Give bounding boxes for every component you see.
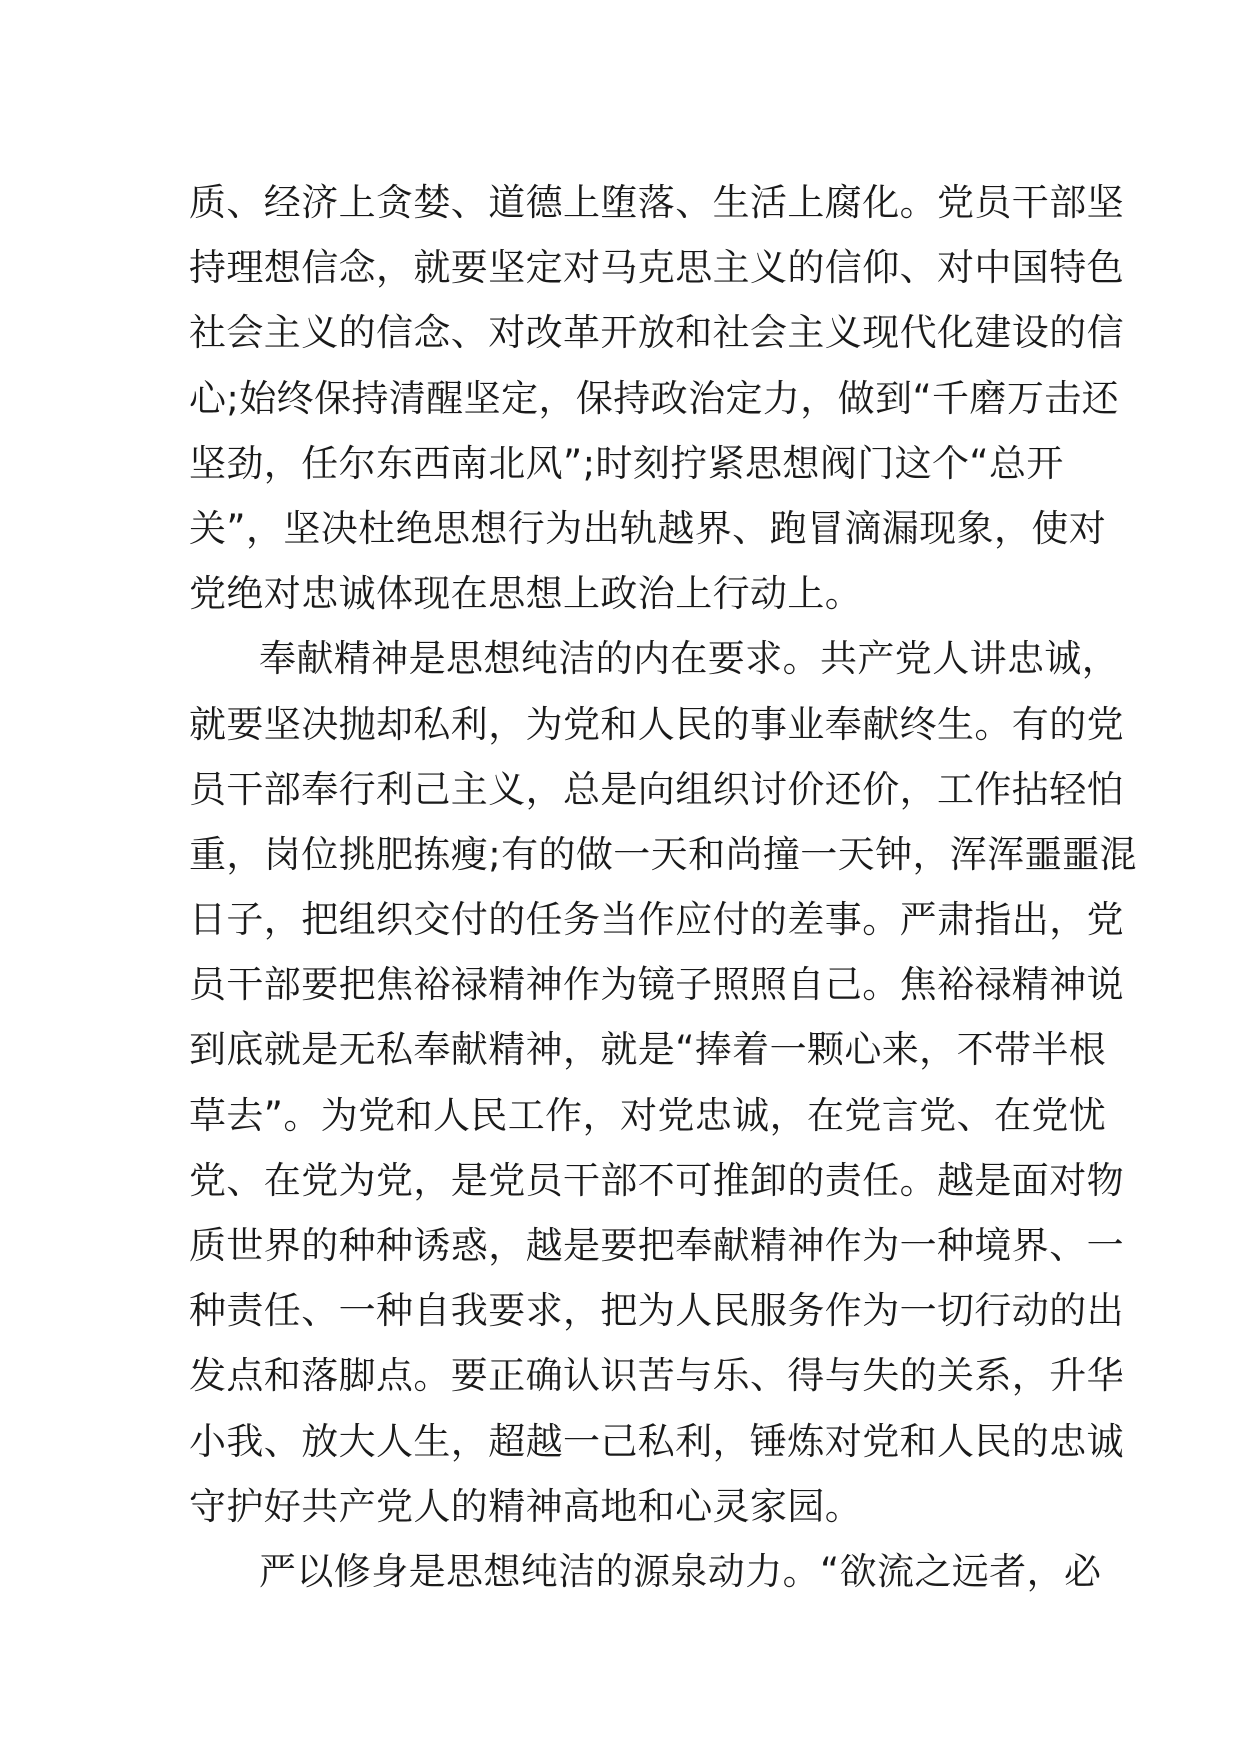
text-line: 心;始终保持清醒坚定，保持政治定力，做到“千磨万击还	[189, 376, 1120, 420]
text-line: 员干部要把焦裕禄精神作为镜子照照自己。焦裕禄精神说	[189, 963, 1124, 1007]
paragraph	[189, 626, 1137, 1539]
paragraph	[189, 170, 1124, 626]
text-line: 发点和落脚点。要正确认识苦与乐、得与失的关系，升华	[189, 1354, 1124, 1398]
text-line: 党、在党为党，是党员干部不可推卸的责任。越是面对物	[189, 1158, 1124, 1202]
text-line: 坚劲，任尔东西南北风”;时刻拧紧思想阀门这个“总开	[189, 441, 1064, 485]
text-line: 重，岗位挑肥拣瘦;有的做一天和尚撞一天钟，浑浑噩噩混	[189, 832, 1137, 876]
text-line: 关”，坚决杜绝思想行为出轨越界、跑冒滴漏现象，使对	[189, 506, 1107, 550]
text-line: 守护好共产党人的精神高地和心灵家园。	[189, 1484, 863, 1528]
text-line: 草去”。为党和人民工作，对党忠诚，在党言党、在党忧	[189, 1093, 1107, 1137]
text-line: 质、经济上贪婪、道德上堕落、生活上腐化。党员干部坚	[189, 181, 1124, 224]
text-line: 奉献精神是思想纯洁的内在要求。共产党人讲忠诚，	[259, 637, 1120, 681]
text-line: 质世界的种种诱惑，越是要把奉献精神作为一种境界、一	[189, 1224, 1124, 1267]
text-line: 严以修身是思想纯洁的源泉动力。“欲流之远者，必	[259, 1549, 1102, 1593]
text-line: 党绝对忠诚体现在思想上政治上行动上。	[189, 572, 863, 616]
document-body	[189, 170, 1137, 1604]
text-line: 员干部奉行利己主义，总是向组织讨价还价，工作拈轻怕	[189, 767, 1124, 811]
text-line: 小我、放大人生，超越一己私利，锤炼对党和人民的忠诚	[189, 1419, 1124, 1463]
text-line: 日子，把组织交付的任务当作应付的差事。严肃指出，党	[189, 898, 1124, 942]
text-line: 社会主义的信念、对改革开放和社会主义现代化建设的信	[189, 311, 1124, 355]
paragraph	[189, 1539, 1102, 1604]
text-line: 持理想信念，就要坚定对马克思主义的信仰、对中国特色	[189, 246, 1124, 290]
text-line: 就要坚决抛却私利，为党和人民的事业奉献终生。有的党	[189, 702, 1124, 746]
text-line: 到底就是无私奉献精神，就是“捧着一颗心来，不带半根	[189, 1028, 1107, 1072]
text-line: 种责任、一种自我要求，把为人民服务作为一切行动的出	[189, 1289, 1124, 1333]
